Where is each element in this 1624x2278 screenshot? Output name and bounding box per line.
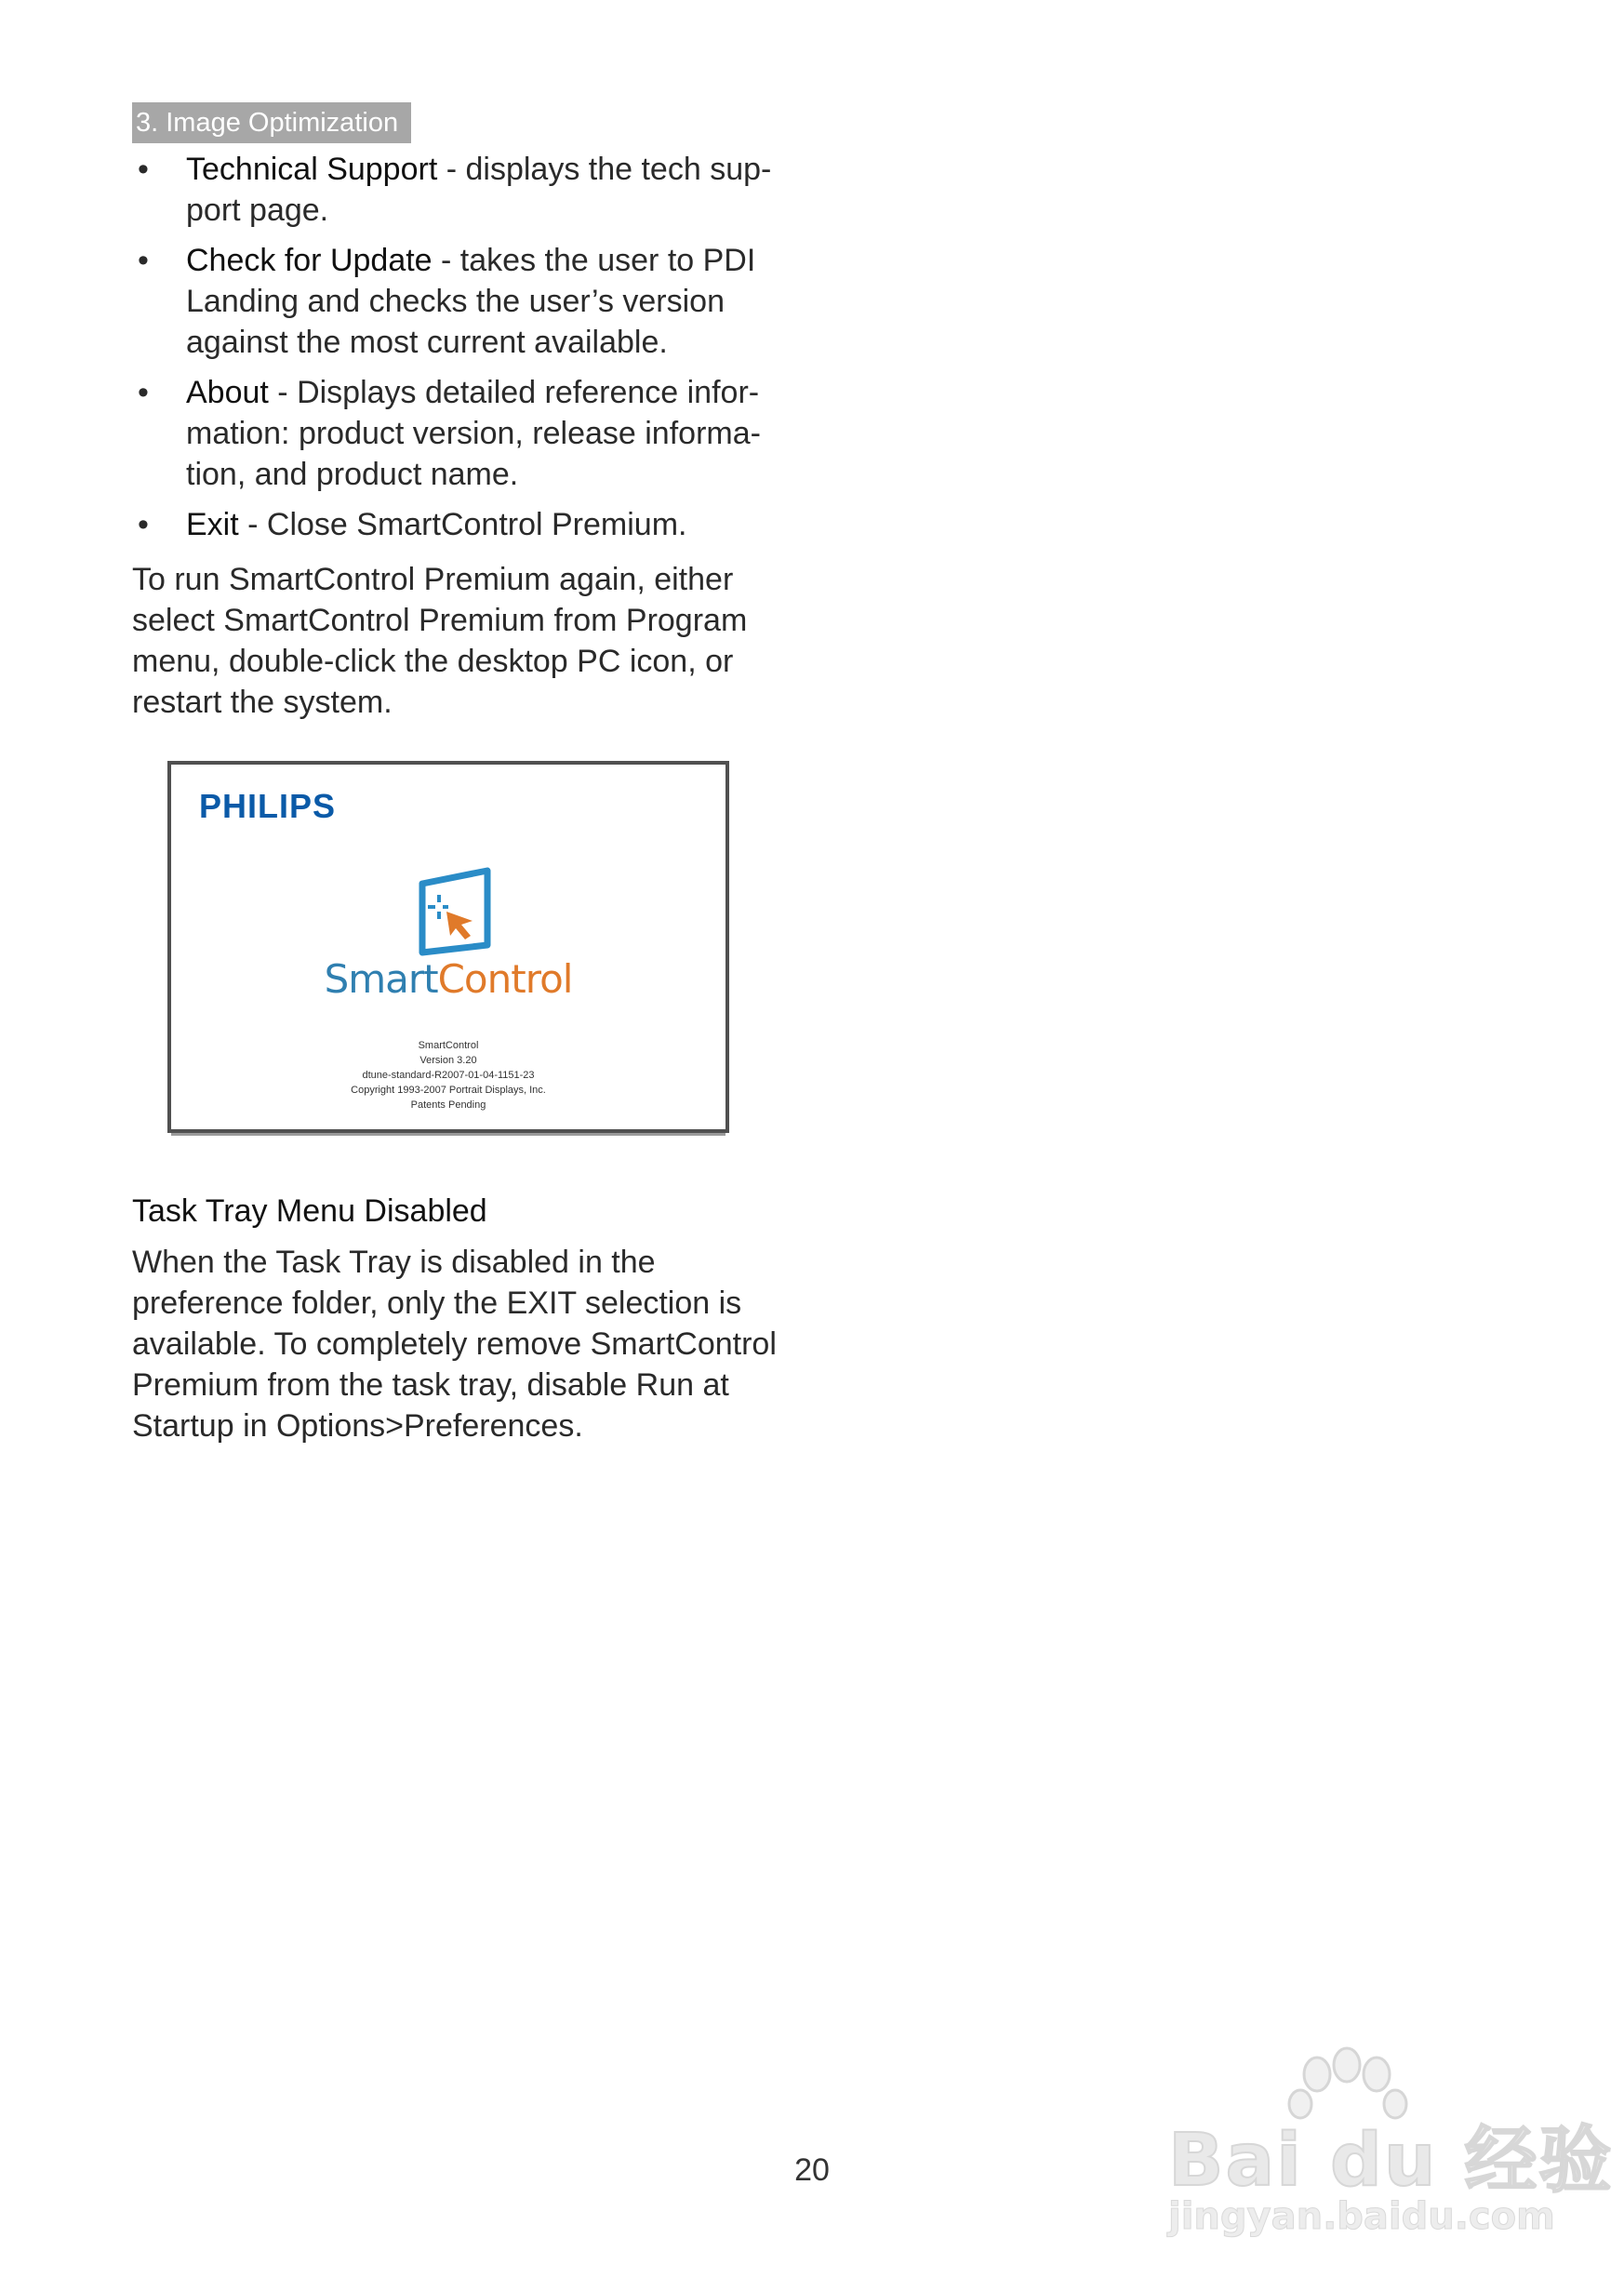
- baidu-watermark: Bai du 经验: [1168, 2119, 1614, 2203]
- philips-logo: PHILIPS: [199, 787, 337, 825]
- bullet-about: [132, 372, 783, 495]
- bullet-term: About: [186, 375, 269, 410]
- bullet-text: - displays the tech sup- port page.: [186, 152, 772, 228]
- bullet-icon: •: [138, 152, 149, 187]
- baidu-watermark-url: jingyan.baidu.com: [1168, 2195, 1555, 2238]
- bullet-icon: •: [138, 507, 149, 542]
- bullet-check-for-update: [132, 240, 783, 363]
- bullet-icon: •: [138, 243, 149, 278]
- smartcontrol-splash-screenshot: [167, 761, 729, 1133]
- bullet-term: Check for Update: [186, 243, 433, 278]
- smartcontrol-wordmark: [171, 956, 725, 1002]
- info-line: Patents Pending: [410, 1099, 486, 1111]
- info-line: Copyright 1993-2007 Portrait Displays, Inc.: [351, 1085, 546, 1096]
- bullet-term: Technical Support: [186, 152, 438, 187]
- bullet-exit: [132, 504, 783, 545]
- wordmark-control: Control: [437, 956, 573, 1002]
- bullet-technical-support: [132, 149, 783, 231]
- section-heading: Task Tray Menu Disabled: [132, 1193, 487, 1229]
- wordmark-smart: Smart: [324, 956, 438, 1002]
- bullet-term: Exit: [186, 507, 239, 542]
- bullet-icon: •: [138, 375, 149, 410]
- bullet-text: - Close SmartControl Premium.: [238, 507, 687, 542]
- restart-paragraph: To run SmartControl Premium again, either select SmartControl Premium from Program menu, double-click the desktop PC icon, or restart the system.: [132, 562, 748, 720]
- bullet-text: - takes the user to PDI Landing and checks the user’s version against the most current available.: [186, 243, 756, 360]
- info-line: SmartControl: [418, 1040, 479, 1051]
- info-line: Version 3.20: [419, 1055, 477, 1066]
- bullet-list: [132, 149, 783, 554]
- bullet-text: - Displays detailed reference infor- mation: product version, release informa- tion, and product name.: [186, 375, 761, 492]
- info-line: dtune-standard-R2007-01-04-1151-23: [362, 1070, 535, 1081]
- task-tray-paragraph: When the Task Tray is disabled in the preference folder, only the EXIT selection is available. To completely remove SmartControl Premium from the task tray, disable Run at Startup in Options>Preferences.: [132, 1245, 777, 1444]
- section-tag: 3. Image Optimization: [132, 102, 411, 143]
- smartcontrol-monitor-icon: [415, 867, 495, 960]
- page-number: 20: [794, 2152, 830, 2188]
- version-info: [171, 1038, 725, 1112]
